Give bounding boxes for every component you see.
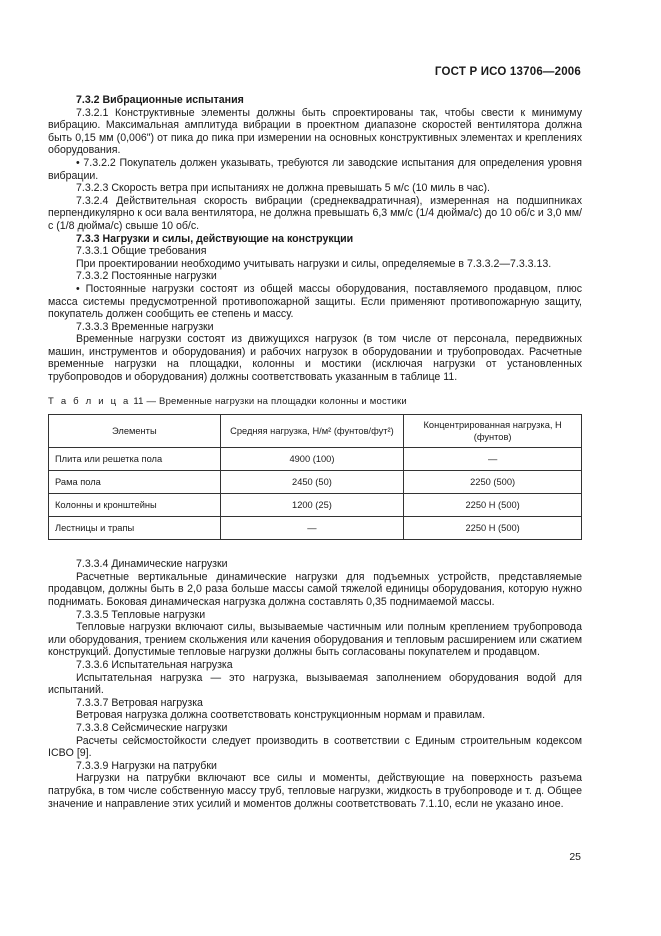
subsection-heading: 7.3.3.4 Динамические нагрузки	[76, 558, 228, 571]
table-cell: 2450 (50)	[220, 471, 404, 494]
table-cell: 2250 Н (500)	[404, 517, 582, 540]
table-cell: 1200 (25)	[220, 494, 404, 517]
section-top	[48, 94, 582, 384]
subsection-heading: 7.3.3.7 Ветровая нагрузка	[76, 696, 203, 709]
table-cell: Плита или решетка пола	[49, 448, 221, 471]
table-header-cell: Средняя нагрузка, Н/м² (фунтов/фут²)	[220, 415, 404, 448]
table-row	[49, 517, 582, 540]
paragraph: Расчеты сейсмостойкости следует производить в соответствии с Единым строительным кодексом ICBO [9].	[48, 734, 582, 760]
section-heading: 7.3.3 Нагрузки и силы, действующие на конструкции	[76, 232, 354, 245]
table-caption-label: Т а б л и ц а	[48, 395, 131, 407]
table-header-cell: Концентрированная нагрузка, Н (фунтов)	[404, 415, 582, 448]
paragraph: Тепловые нагрузки включают силы, вызываемые частичным или полным креплением трубопровода или оборудования, трением скольжения или качения оборудования и тепловым расширением или сжатием конструкций. Допустимые тепловые нагрузки должны быть согласованы покупателем и продавцом.	[48, 621, 582, 659]
loads-table	[48, 414, 582, 540]
page-number: 25	[569, 851, 581, 863]
paragraph: • 7.3.2.2 Покупатель должен указывать, требуются ли заводские испытания для определения уровня вибрации.	[48, 156, 582, 182]
table-header-cell: Элементы	[49, 415, 221, 448]
table-caption-text: 11 — Временные нагрузки на площадки колонны и мостики	[133, 395, 407, 407]
document-body	[48, 94, 582, 810]
paragraph: При проектировании необходимо учитывать нагрузки и силы, определяемые в 7.3.3.2—7.3.3.13.	[76, 257, 552, 270]
subsection-heading: 7.3.3.8 Сейсмические нагрузки	[76, 721, 228, 734]
table-row	[49, 471, 582, 494]
subsection-heading: 7.3.3.9 Нагрузки на патрубки	[76, 759, 217, 772]
table-caption	[48, 396, 582, 409]
table-row	[49, 494, 582, 517]
paragraph: 7.3.2.4 Действительная скорость вибрации (среднеквадратичная), измеренная на подшипниках перпендикулярно к оси вала вентилятора, не должна превышать 6,3 мм/с (1/4 дюйма/с) до 10 об/с и 3,0 мм/с (1/8 дюйма/с) свыше 10 об/с.	[48, 194, 582, 232]
paragraph: • Постоянные нагрузки состоят из общей массы оборудования, поставляемого продавцом, плюс масса системы предусмотренной противопожарной защиты. Если применяют противопожарную защиту, покупатель должен сообщить ее степень и массу.	[48, 282, 582, 321]
paragraph: 7.3.2.1 Конструктивные элементы должны быть спроектированы так, чтобы свести к минимуму вибрацию. Максимальная амплитуда вибрации в проектном диапазоне скоростей вентилятора должна быть 0,15 мм (0,006") от пика до пика при измерении на основных конструктивных элементах и креплениях оборудования.	[48, 106, 582, 157]
table-cell: 4900 (100)	[220, 448, 404, 471]
paragraph: Нагрузки на патрубки включают все силы и моменты, действующие на поверхность разъема патрубка, в том числе собственную массу труб, тепловые нагрузки, жидкость в трубопроводе и т. д. Общее значение и направление этих усилий и моментов должны соответствовать 7.1.10, если не указано иное.	[48, 772, 582, 810]
paragraph: 7.3.2.3 Скорость ветра при испытаниях не должна превышать 5 м/с (10 миль в час).	[76, 182, 490, 195]
table-cell: 2250 (500)	[404, 471, 582, 494]
table-cell: —	[404, 448, 582, 471]
table-cell: —	[220, 517, 404, 540]
table-header-row	[49, 415, 582, 448]
subsection-heading: 7.3.3.3 Временные нагрузки	[76, 320, 214, 333]
paragraph: Испытательная нагрузка — это нагрузка, вызываемая заполнением оборудования водой для испытаний.	[48, 671, 582, 697]
subsection-heading: 7.3.3.1 Общие требования	[76, 245, 207, 258]
table-cell: Рама пола	[49, 471, 221, 494]
subsection-heading: 7.3.3.6 Испытательная нагрузка	[76, 659, 233, 671]
paragraph: Расчетные вертикальные динамические нагрузки для подъемных устройств, представляемые продавцом, должны быть в 2,0 раза больше массы самой тяжелой единицы оборудования, которую нужно поднимать. Боковая динамическая нагрузка должна составлять 0,35 поднимаемой массы.	[48, 570, 582, 609]
subsection-heading: 7.3.3.2 Постоянные нагрузки	[76, 270, 217, 283]
table-cell: Колонны и кронштейны	[49, 494, 221, 517]
document-header: ГОСТ Р ИСО 13706—2006	[434, 66, 581, 78]
table-cell: Лестницы и трапы	[49, 517, 221, 540]
section-bottom	[48, 558, 582, 810]
table-row	[49, 448, 582, 471]
section-heading: 7.3.2 Вибрационные испытания	[76, 94, 244, 106]
paragraph: Временные нагрузки состоят из движущихся нагрузок (в том числе от персонала, передвижных машин, инструментов и оборудования) и рабочих нагрузок в оборудовании и трубопроводах. Расчетные временные нагрузки на площадки, колонны и мостики (исключая нагрузки от установленных трубопроводов и оборудования) должны соответствовать указанным в таблице 11.	[48, 333, 582, 384]
table-cell: 2250 Н (500)	[404, 494, 582, 517]
subsection-heading: 7.3.3.5 Тепловые нагрузки	[76, 608, 206, 621]
paragraph: Ветровая нагрузка должна соответствовать конструкционным нормам и правилам.	[76, 709, 486, 722]
